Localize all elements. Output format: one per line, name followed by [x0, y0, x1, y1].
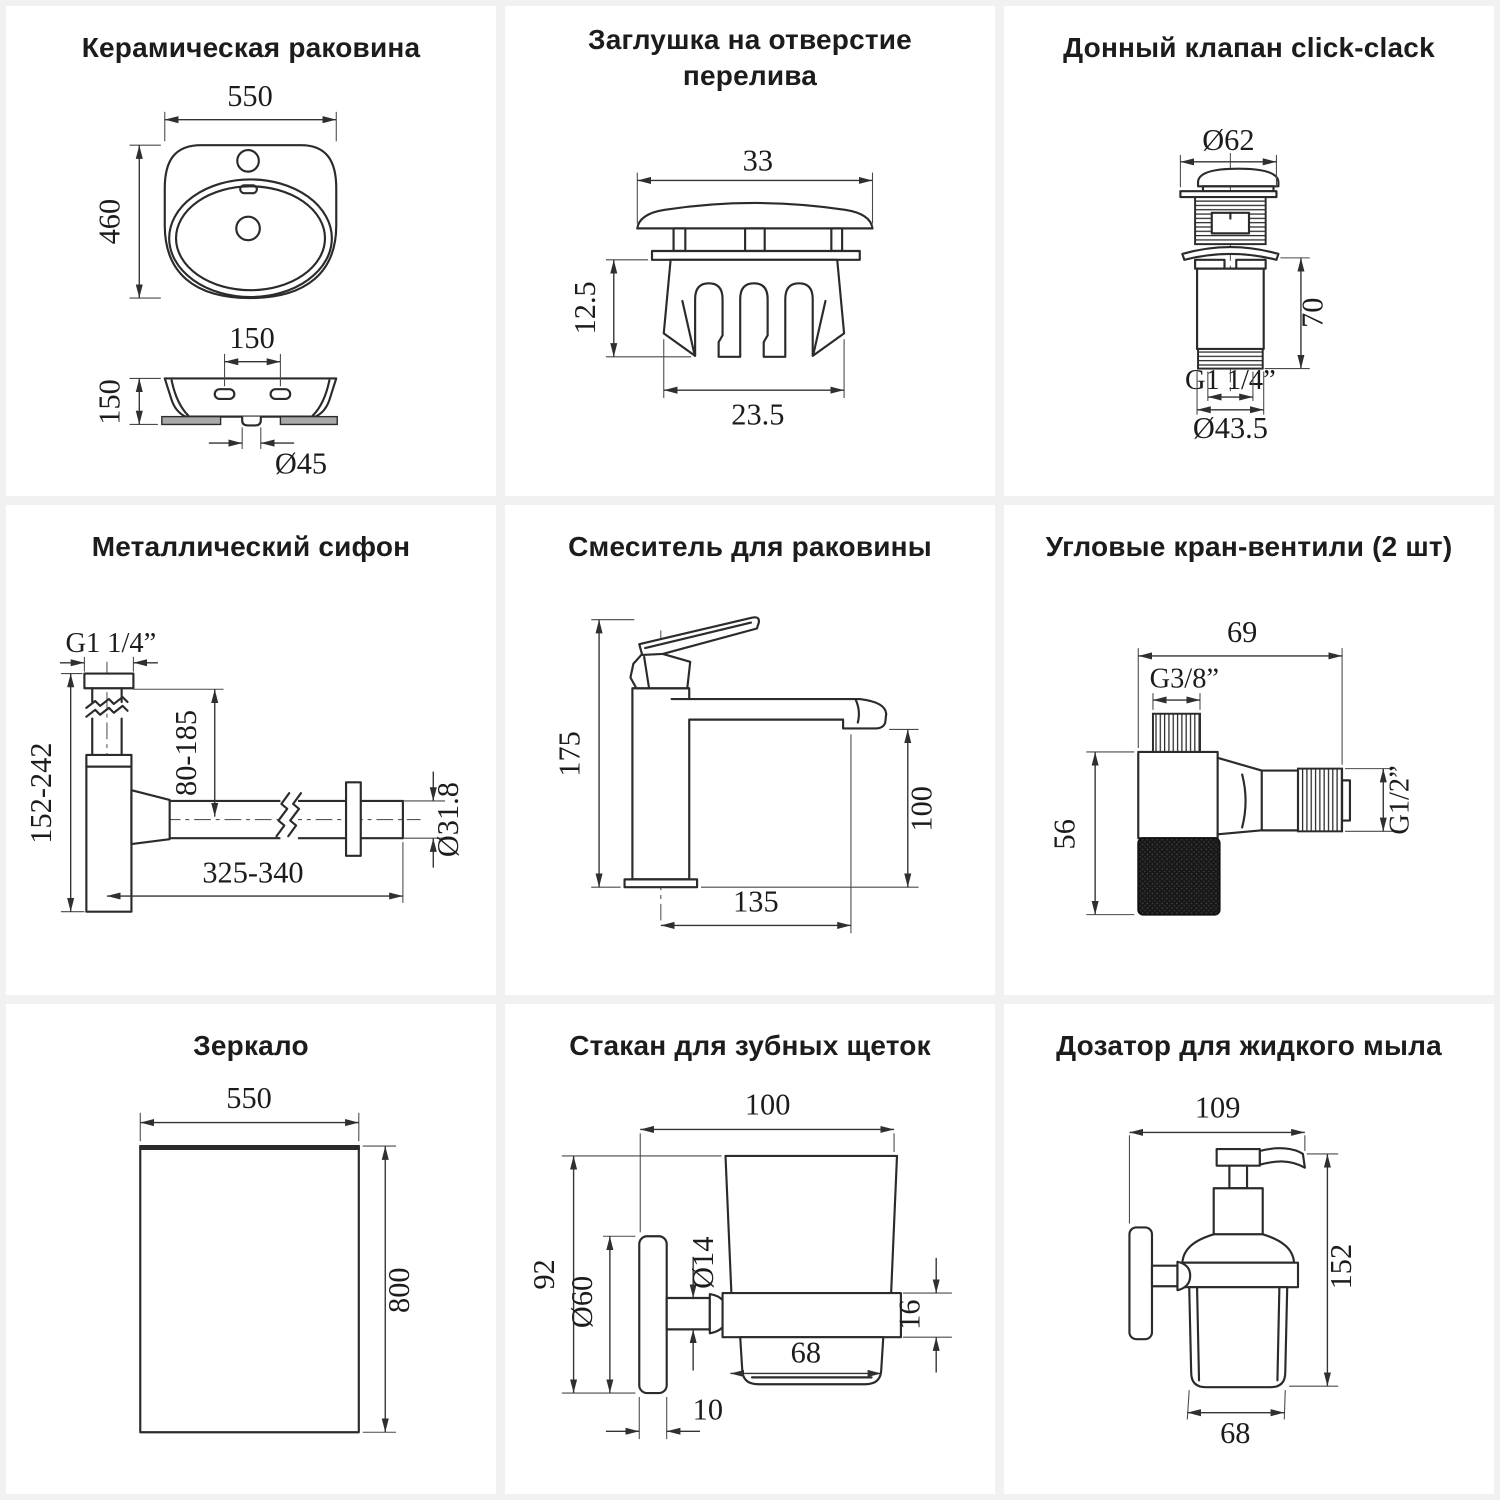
- dim-label-sink-height: 150: [92, 379, 127, 425]
- panel-ceramic-sink: [6, 6, 496, 496]
- dim-angle-valve-outlet: [1345, 765, 1416, 834]
- panel-toothbrush-cup: [505, 1004, 995, 1494]
- knurled-knob: [1138, 838, 1219, 914]
- dim-label-sink-width: 550: [227, 78, 273, 113]
- mount-pad-left: [162, 417, 221, 425]
- dim-label-siphon-inlet-height: 80-185: [169, 709, 204, 796]
- dim-label-cup-height: 92: [527, 1259, 561, 1290]
- panel-title-toothbrush-cup: Стакан для зубных щеток: [569, 1030, 931, 1061]
- dim-label-siphon-outlet-length: 325-340: [202, 855, 304, 890]
- dim-label-plug-depth: 12.5: [568, 281, 603, 335]
- dim-label-cup-arm-diameter: Ø14: [685, 1236, 720, 1289]
- dim-sink-hole-spacing: [225, 321, 281, 386]
- panel-siphon: [6, 505, 496, 995]
- dim-valve-height: [1265, 258, 1330, 369]
- dim-siphon-total-height: [24, 674, 84, 912]
- mixer-base: [625, 879, 698, 887]
- dim-sink-height: [93, 378, 161, 424]
- dim-label-plug-body: 23.5: [731, 397, 785, 432]
- click-clack-drawing: [1004, 6, 1494, 496]
- panel-title-soap-dispenser: Дозатор для жидкого мыла: [1056, 1030, 1442, 1061]
- sink-drawing: [6, 6, 496, 496]
- dim-mixer-spout-height: [701, 729, 938, 887]
- dim-label-sink-hole-spacing: 150: [229, 321, 275, 356]
- panel-title-siphon: Металлический сифон: [91, 531, 411, 562]
- dim-valve-thread: [1185, 365, 1276, 401]
- sink-side-view: [162, 378, 337, 425]
- sink-top-view: [165, 145, 337, 298]
- panel-title-click-clack: Донный клапан click-clack: [1063, 32, 1435, 63]
- siphon-drawing: [6, 505, 496, 995]
- dim-label-sink-depth: 460: [92, 198, 127, 245]
- wall-flange: [346, 782, 361, 856]
- dim-label-valve-cap: Ø62: [1202, 123, 1255, 158]
- dispenser-body: [1129, 1148, 1304, 1387]
- dim-label-dispenser-height: 152: [1323, 1243, 1358, 1290]
- angle-valve-body: [1138, 714, 1350, 915]
- panel-title-overflow-plug: [505, 22, 995, 95]
- dim-mirror-width: [140, 1081, 359, 1141]
- dim-label-cup-holder-height: 16: [892, 1299, 927, 1330]
- dim-label-mirror-height: 800: [381, 1267, 416, 1313]
- dim-label-siphon-pipe-diameter: Ø31.8: [430, 782, 465, 858]
- holder-arm: [667, 1298, 710, 1329]
- holder-ring: [1179, 1263, 1298, 1288]
- panel-mixer: [505, 505, 995, 995]
- dim-label-mixer-height: 175: [552, 731, 587, 777]
- dim-dispenser-glass-width: [1187, 1390, 1285, 1450]
- cup-body: [639, 1156, 901, 1393]
- dim-mixer-height: [552, 620, 634, 888]
- glass-cup: [726, 1156, 898, 1293]
- pump-spout: [1260, 1148, 1305, 1167]
- glass-bottle: [1189, 1287, 1287, 1387]
- holder-ring: [723, 1293, 901, 1337]
- inlet-thread: [1153, 714, 1200, 752]
- mirror-body: [139, 1146, 360, 1432]
- dim-angle-valve-inlet: [1150, 663, 1219, 710]
- mirror-drawing: [6, 1004, 496, 1494]
- spec-sheet-grid: [6, 6, 1494, 1494]
- dim-label-siphon-thread: G1 1/4”: [65, 628, 157, 659]
- bottle-shoulder: [1182, 1234, 1294, 1262]
- dim-label-mixer-spout-height: 100: [904, 786, 939, 832]
- dim-dispenser-height: [1289, 1154, 1358, 1386]
- mixer-drawing: [505, 505, 995, 995]
- outlet-thread: [1298, 769, 1342, 832]
- mixer-cartridge: [630, 654, 690, 688]
- pump-cap: [1217, 1149, 1260, 1166]
- dim-siphon-thread: [60, 628, 158, 672]
- dim-label-angle-valve-inlet: G3/8”: [1149, 663, 1220, 695]
- dim-cup-plate-thickness: [606, 1393, 723, 1440]
- panel-mirror: [6, 1004, 496, 1494]
- valve-body: [1180, 169, 1278, 369]
- dim-label-angle-valve-height: 56: [1047, 819, 1082, 850]
- mount-pad-right: [280, 417, 337, 425]
- dim-angle-valve-height: [1048, 752, 1135, 915]
- panel-title-mixer: Смеситель для раковины: [568, 531, 932, 562]
- dim-mirror-height: [363, 1146, 416, 1432]
- dim-label-valve-height: 70: [1295, 297, 1330, 328]
- dim-label-siphon-total-height: 152-242: [24, 742, 59, 844]
- title-line-1: Заглушка на отверстие: [588, 24, 912, 55]
- holder-arm: [1152, 1266, 1177, 1287]
- plug-body: [637, 203, 872, 357]
- dim-label-sink-drain: Ø45: [274, 446, 328, 481]
- dim-sink-drain: [209, 427, 327, 480]
- angle-valve-drawing: [1004, 505, 1494, 995]
- mixer-body: [625, 617, 887, 887]
- wall-plate: [639, 1236, 666, 1393]
- dim-label-mixer-spout-reach: 135: [733, 884, 779, 919]
- panel-title-angle-valves: Угловые кран-вентили (2 шт): [1045, 531, 1453, 562]
- title-line-2: перелива: [682, 60, 818, 92]
- dim-label-dispenser-glass-width: 68: [1220, 1416, 1251, 1451]
- toothbrush-cup-drawing: [505, 1004, 995, 1494]
- dim-label-cup-plate-thickness: 10: [692, 1392, 724, 1427]
- dim-label-valve-thread: G1 1/4”: [1185, 365, 1276, 397]
- soap-dispenser-drawing: [1004, 1004, 1494, 1494]
- pump-collar: [1214, 1188, 1263, 1234]
- drain-stub: [242, 417, 261, 426]
- panel-click-clack-valve: [1004, 6, 1494, 496]
- valve-cap: [1198, 169, 1278, 187]
- dim-sink-depth: [93, 145, 161, 298]
- dim-label-mirror-width: 550: [226, 1080, 272, 1115]
- dim-label-angle-valve-outlet: G1/2”: [1384, 765, 1416, 835]
- dim-label-cup-width: 68: [790, 1335, 822, 1370]
- dim-label-dispenser-depth: 109: [1194, 1090, 1241, 1125]
- dim-cup-holder-height: [893, 1258, 952, 1373]
- dim-label-angle-valve-length: 69: [1226, 615, 1258, 650]
- dim-cup-plate-diameter: [565, 1236, 635, 1393]
- panel-overflow-plug: [505, 6, 995, 496]
- panel-title-mirror: Зеркало: [193, 1030, 309, 1061]
- wall-plate: [1129, 1227, 1152, 1339]
- dim-sink-width: [165, 79, 337, 141]
- dim-label-plug-cap: 33: [742, 143, 774, 178]
- dim-label-cup-plate-diameter: Ø60: [565, 1275, 600, 1329]
- panel-soap-dispenser: [1004, 1004, 1494, 1494]
- dim-label-valve-pipe: Ø43.5: [1192, 411, 1268, 446]
- panel-angle-valves: [1004, 505, 1494, 995]
- panel-title-sink: Керамическая раковина: [81, 32, 421, 63]
- dim-label-cup-depth: 100: [744, 1087, 791, 1122]
